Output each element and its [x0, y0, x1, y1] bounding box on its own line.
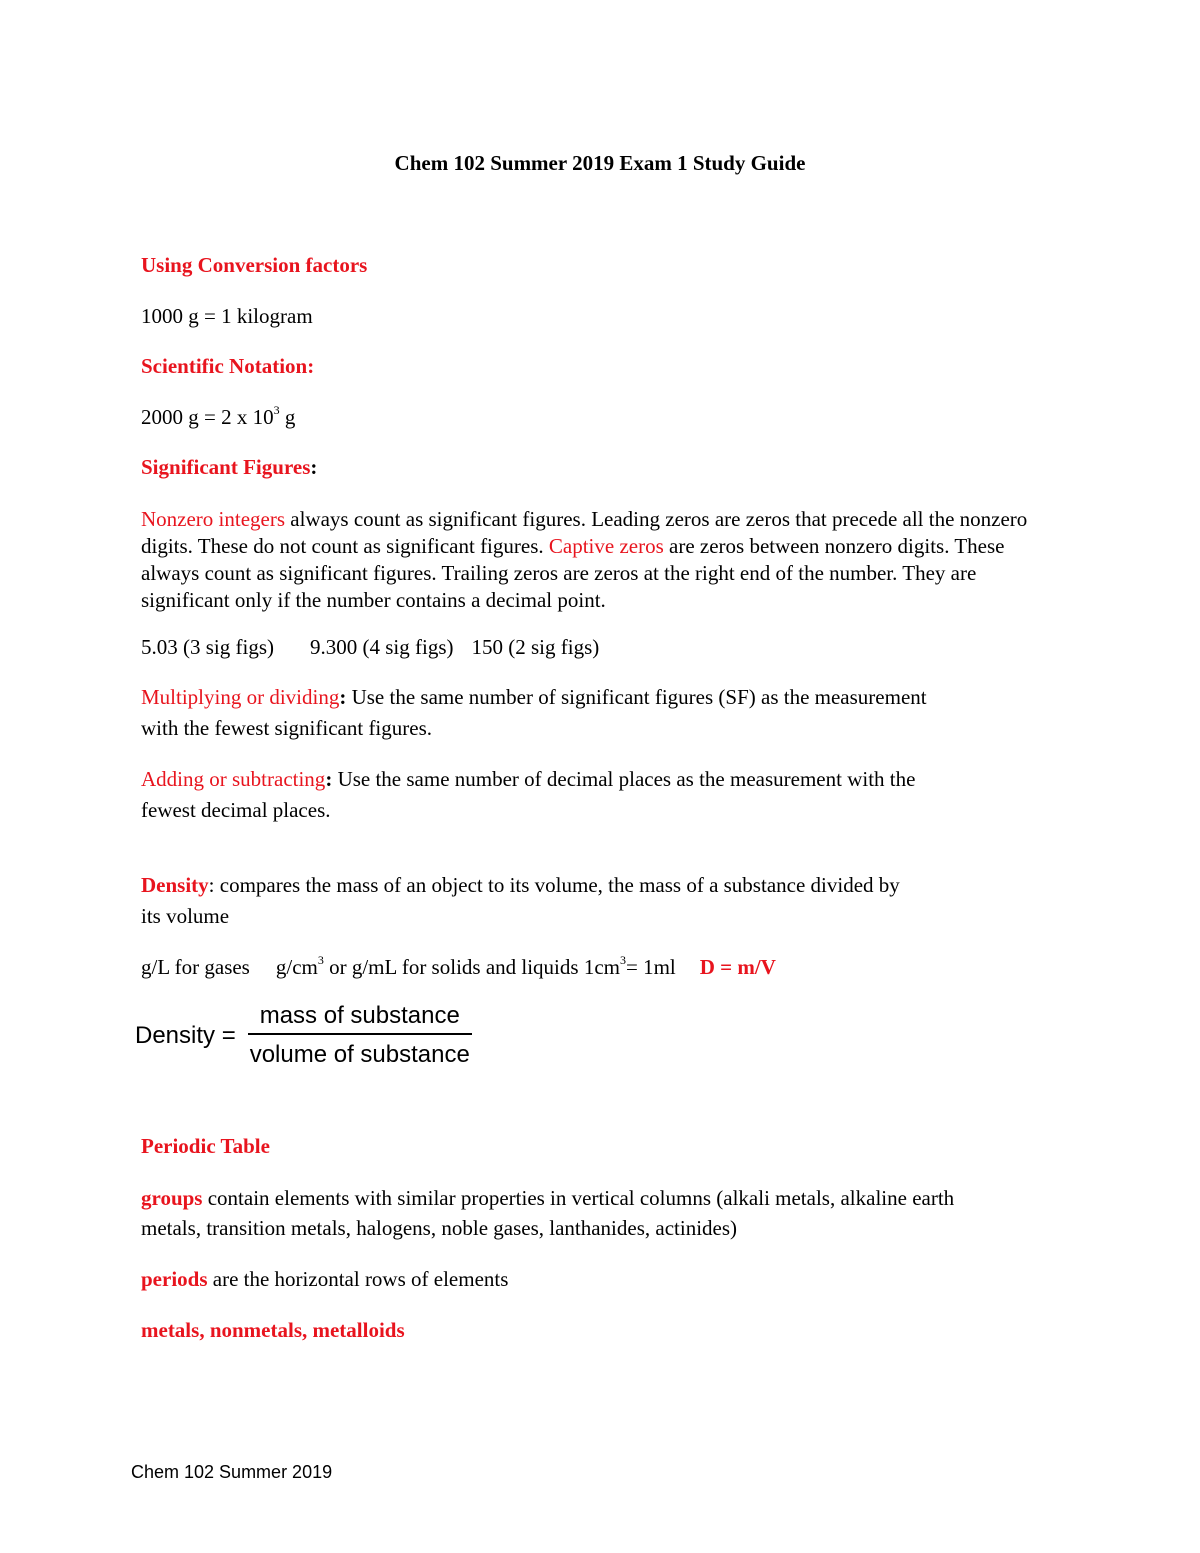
sigfigs-examples: 5.03 (3 sig figs) 9.300 (4 sig figs) 150 (2 sig figs) [141, 635, 600, 659]
conversion-example: 1000 g = 1 kilogram [141, 304, 313, 328]
sigfigs-paragraph: Nonzero integers always count as significant figures. Leading zeros are zeros that precede all the nonzero digits. These do not count as significant figures. Captive zeros are zeros between nonzero digits. These always count as significant figures. Trailing zeros are zeros at the right end of the number. They are significant only if the number contains a decimal point. [141, 507, 1028, 612]
density-term: Density [141, 873, 209, 897]
periodic-heading: Periodic Table [141, 1134, 270, 1158]
density-definition: Density: compares the mass of an object to its volume, the mass of a substance divided by [141, 873, 900, 897]
page-footer: Chem 102 Summer 2019 [131, 1462, 333, 1482]
formula-denominator: volume of substance [249, 1041, 470, 1068]
adding-term: Adding or subtracting [141, 767, 326, 791]
scientific-heading: Scientific Notation: [141, 354, 315, 378]
formula-label: Density = [135, 1021, 236, 1049]
density-units: g/L for gases $g/cm^3$ or g/mL for solids and liquids $1cm^3= 1ml$ D = m/V [141, 953, 776, 979]
nonzero-term: Nonzero integers [141, 507, 286, 531]
periods-term: periods [141, 1267, 208, 1291]
metals-heading: metals, nonmetals, metalloids [141, 1318, 405, 1342]
page-title: Chem 102 Summer 2019 Exam 1 Study Guide [394, 151, 806, 175]
density-formula-short: D = m/V [699, 955, 776, 979]
periods-definition: periods are the horizontal rows of elements [141, 1267, 509, 1291]
multiplying-rule-line2: with the fewest significant figures. [141, 716, 433, 740]
multiplying-term: Multiplying or dividing [141, 685, 340, 709]
adding-rule: Adding or subtracting: Use the same number of decimal places as the measurement with the [141, 767, 916, 791]
formula-numerator: mass of substance [248, 1002, 472, 1035]
groups-definition: groups contain elements with similar properties in vertical columns (alkali metals, alkaline earth [141, 1186, 955, 1210]
density-formula [135, 1002, 472, 1068]
formula-fraction [248, 1002, 472, 1068]
conversion-heading: Using Conversion factors [141, 253, 368, 277]
density-definition-line2: its volume [141, 904, 230, 928]
groups-term: groups [141, 1186, 203, 1210]
captive-term: Captive zeros [548, 534, 664, 558]
scientific-example: 2000 g = 2 x $10^3$ g [141, 403, 296, 429]
adding-rule-line2: fewest decimal places. [141, 798, 331, 822]
groups-definition-line2: metals, transition metals, halogens, noble gases, lanthanides, actinides) [141, 1216, 738, 1240]
sigfigs-heading: Significant Figures: [141, 455, 318, 479]
multiplying-rule: Multiplying or dividing: Use the same number of significant figures (SF) as the measurement [141, 685, 927, 709]
